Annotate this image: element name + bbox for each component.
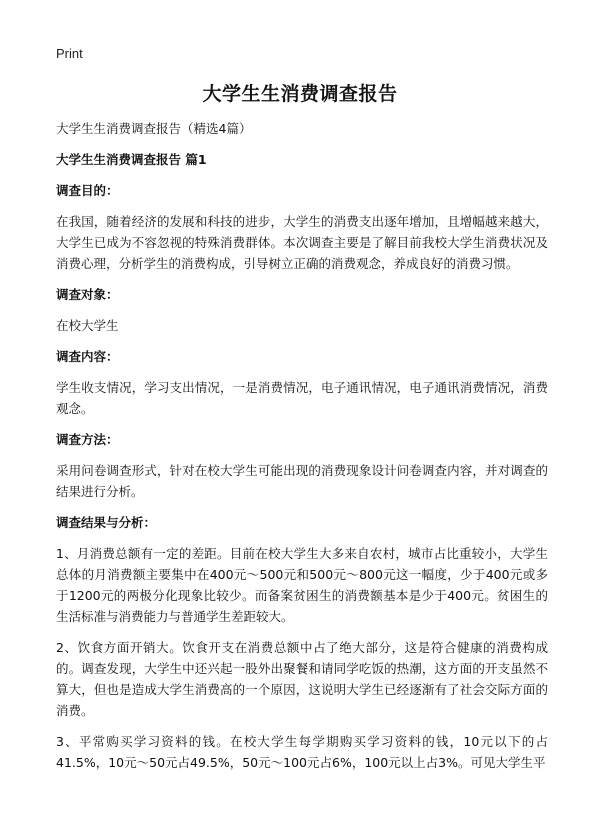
section-heading: 调查方法： [56, 432, 119, 447]
print-link[interactable]: Print [56, 46, 83, 61]
document-subtitle: 大学生生消费调查报告（精选4篇） [56, 121, 252, 136]
section-paragraph: 在我国，随着经济的发展和科技的进步，大学生的消费支出逐年增加，且增幅越来越大，大学生已成为不容忽视的特殊消费群体。本次调查主要是了解目前我校大学生消费状况及消费心理，分析学生的消费构成，引导树立正确的消费观念，养成良好的消费习惯。 [56, 214, 548, 271]
section-content [56, 346, 548, 419]
section-purpose [56, 180, 548, 274]
section-heading: 调查结果与分析： [56, 515, 157, 530]
section-paragraph: 学生收支情况，学习支出情况，一是消费情况，电子通讯情况，电子通讯消费情况，消费观念。 [56, 380, 548, 416]
document-title: 大学生生消费调查报告 [202, 83, 398, 105]
section-paragraph: 在校大学生 [56, 318, 119, 333]
section-paragraph: 2、饮食方面开销大。饮食开支在消费总额中占了绝大部分，这是符合健康的消费构成的。调查发现，大学生中还兴起一股外出聚餐和请同学吃饭的热潮，这方面的开支虽然不算大，但也是造成大学生消费高的一个原因，这说明大学生已经逐渐有了社会交际方面的消费。 [56, 640, 548, 718]
section-heading: 调查对象： [56, 287, 119, 302]
section-paragraph: 采用问卷调查形式，针对在校大学生可能出现的消费现象设计问卷调查内容，并对调查的结果进行分析。 [56, 463, 548, 499]
section-results [56, 512, 548, 773]
section-subjects [56, 284, 548, 336]
section-paragraph: 1、月消费总额有一定的差距。目前在校大学生大多来自农村，城市占比重较小，大学生总体的月消费额主要集中在400元～500元和500元～800元这一幅度，少于400元或多于1200元的两极分化现象比较少。而备案贫困生的消费额基本是少于400元。贫困生的生活标准与消费能力与普通学生差距较大。 [56, 546, 548, 624]
section-title: 大学生生消费调查报告 篇1 [56, 152, 207, 167]
document-body [56, 118, 548, 783]
section-paragraph: 3、平常购买学习资料的钱。在校大学生每学期购买学习资料的钱，10元以下的占41.5%，10元～50元占49.5%，50元～100元占6%，100元以上占3%。可见大学生平 [56, 734, 548, 770]
section-method [56, 429, 548, 502]
section-heading: 调查目的： [56, 183, 119, 198]
section-heading: 调查内容： [56, 349, 119, 364]
